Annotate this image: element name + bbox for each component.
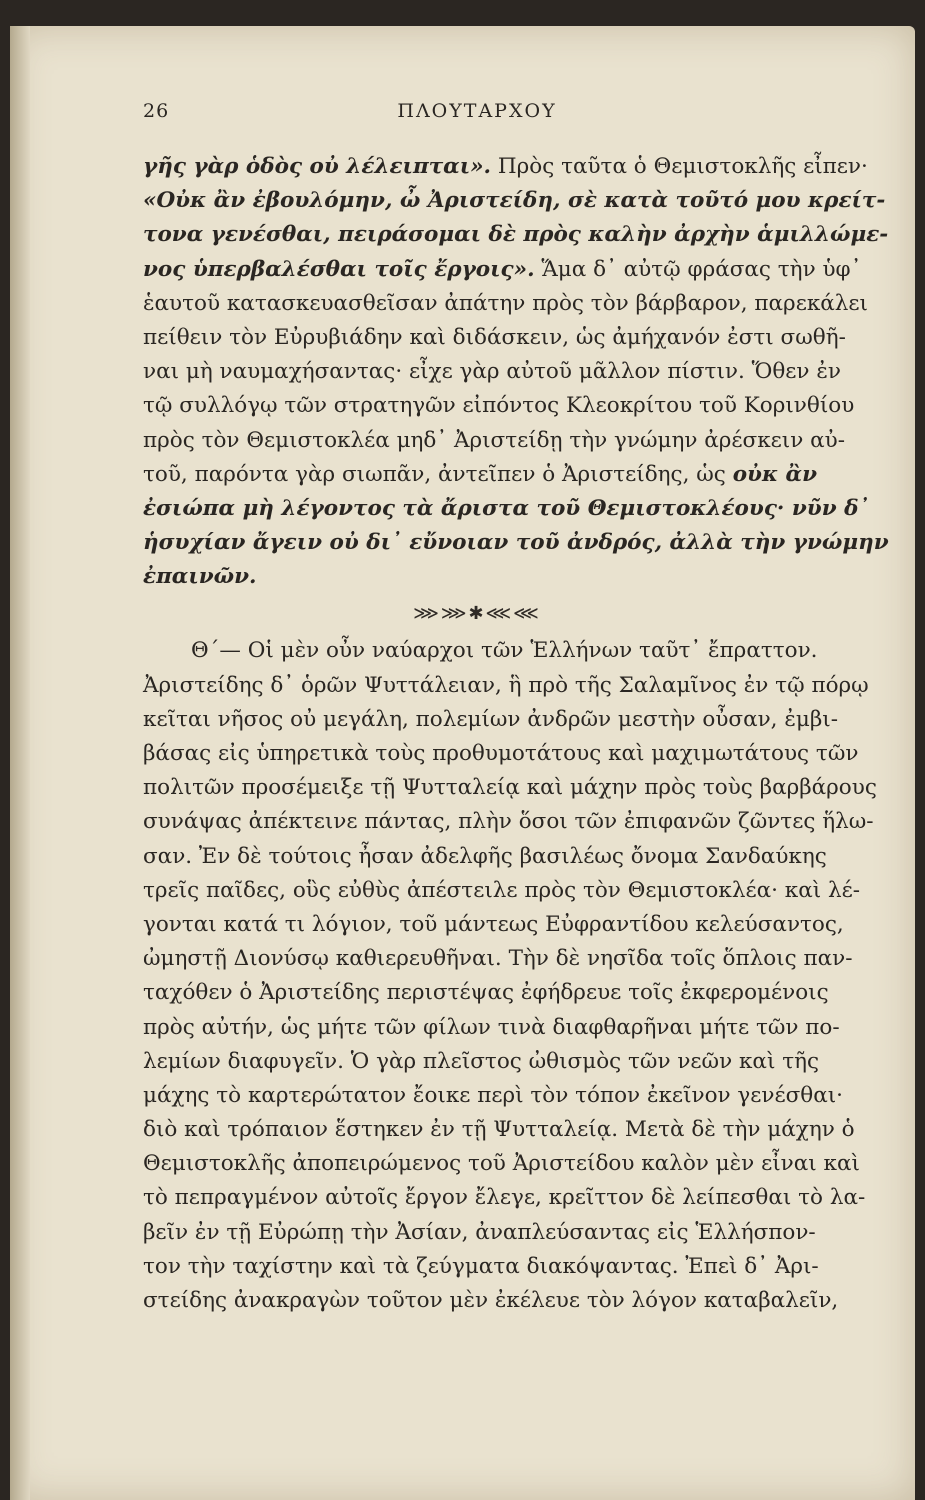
italic-run: τονα γενέσθαι, πειράσομαι δὲ πρὸς καλὴν ἀρχὴν ἁμιλλώμε- — [143, 222, 889, 248]
text-line: Θ΄— Οἱ μὲν οὖν ναύαρχοι τῶν Ἑλλήνων ταῦτ᾽ ἔπραττον. — [191, 638, 818, 664]
text-line — [143, 184, 886, 218]
text-line: βεῖν ἐν τῇ Εὐρώπῃ τὴν Ἀσίαν, ἀναπλεύσαντας εἰς Ἑλλήσπον- — [143, 1219, 816, 1245]
text-line: διὸ καὶ τρόπαιον ἕστηκεν ἐν τῇ Ψυτταλείᾳ. Μετὰ δὲ τὴν μάχην ὁ — [143, 1117, 855, 1143]
text-line: τον τὴν ταχίστην καὶ τὰ ζεύγματα διακόψαντας. Ἐπεὶ δ᾽ Ἀρι- — [143, 1253, 819, 1279]
page-header — [143, 100, 811, 128]
text-line: κεῖται νῆσος οὐ μεγάλη, πολεμίων ἀνδρῶν μεστὴν οὖσαν, ἐμβι- — [143, 706, 838, 732]
text-line: στείδης ἀνακραγὼν τοῦτον μὲν ἐκέλευε τὸν λόγον καταβαλεῖν, — [143, 1288, 839, 1313]
text-run: Πρὸς ταῦτα ὁ Θεμιστοκλῆς εἶπεν· — [491, 154, 868, 179]
text-run: πείθειν τὸν Εὐρυβιάδην καὶ διδάσκειν, ὡς ἀμήχανόν ἐστι σωθῆ- — [143, 324, 846, 350]
text-line: Ἀριστείδης δ᾽ ὁρῶν Ψυττάλειαν, ἣ πρὸ τῆς Σαλαμῖνος ἐν τῷ πόρῳ — [143, 672, 869, 698]
page-number: 26 — [143, 100, 170, 122]
section-ornament: ⋙⋙✱⋘⋘ — [413, 603, 541, 625]
text-line — [143, 560, 811, 594]
text-run: τῷ συλλόγῳ τῶν στρατηγῶν εἰπόντος Κλεοκρίτου τοῦ Κορινθίου — [143, 393, 855, 419]
running-title: ΠΛΟΥΤΑΡΧΟΥ — [397, 100, 557, 122]
italic-run: γῆς γὰρ ὁδὸς οὐ λέλειπται». — [143, 154, 492, 179]
paragraph-1 — [143, 150, 889, 594]
text-line — [143, 424, 845, 458]
text-line: βάσας εἰς ὑπηρετικὰ τοὺς προθυμοτάτους καὶ μαχιμωτάτους τῶν — [143, 741, 859, 766]
text-body — [143, 150, 889, 1318]
text-run: ναι μὴ ναυμαχήσαντας· εἶχε γὰρ αὐτοῦ μᾶλλον πίστιν. Ὅθεν ἐν — [143, 359, 841, 385]
italic-run: νος ὑπερβαλέσθαι τοῖς ἔργοις». — [143, 256, 535, 282]
italic-run: οὐκ ἂν — [732, 461, 818, 487]
text-line: Θεμιστοκλῆς ἀποπειρώμενος τοῦ Ἀριστείδου καλὸν μὲν εἶναι καὶ — [143, 1151, 860, 1177]
text-line — [143, 492, 870, 526]
italic-run: ἡσυχίαν ἄγειν οὐ δι᾽ εὔνοιαν τοῦ ἀνδρός, ἀλλὰ τὴν γνώμην — [143, 530, 889, 556]
page-gutter-shadow — [10, 26, 30, 1500]
text-line — [143, 526, 889, 560]
text-line — [143, 253, 862, 287]
italic-run: «Οὐκ ἂν ἐβουλόμην, ὦ Ἀριστείδη, σὲ κατὰ τοῦτό μου κρείτ- — [143, 188, 886, 214]
text-line: τὸ πεπραγμένον αὐτοῖς ἔργον ἔλεγε, κρεῖττον δὲ λείπεσθαι τὸ λα- — [143, 1185, 866, 1211]
text-line: τρεῖς παῖδες, οὓς εὐθὺς ἀπέστειλε πρὸς τὸν Θεμιστοκλέα· καὶ λέ- — [143, 877, 861, 903]
text-line: συνάψας ἀπέκτεινε πάντας, πλὴν ὅσοι τῶν ἐπιφανῶν ζῶντες ἥλω- — [143, 809, 874, 835]
text-line — [143, 389, 855, 423]
text-line — [143, 218, 889, 252]
text-run: τοῦ, παρόντα γὰρ σιωπᾶν, ἀντεῖπεν ὁ Ἀριστείδης, ὡς — [143, 461, 733, 487]
text-line: πολιτῶν προσέμειξε τῇ Ψυτταλείᾳ καὶ μάχην πρὸς τοὺς βαρβάρους — [143, 775, 877, 801]
text-line — [143, 287, 868, 321]
text-run: πρὸς τὸν Θεμιστοκλέα μηδ᾽ Ἀριστείδῃ τὴν γνώμην ἀρέσκειν αὐ- — [143, 427, 845, 453]
text-run: ἑαυτοῦ κατασκευασθεῖσαν ἀπάτην πρὸς τὸν βάρβαρον, παρεκάλει — [143, 290, 868, 316]
paragraph-2 — [143, 634, 877, 1318]
text-line — [143, 458, 818, 492]
text-line — [143, 321, 846, 355]
text-line: ὠμηστῇ Διονύσῳ καθιερευθῆναι. Τὴν δὲ νησῖδα τοῖς ὅπλοις παν- — [143, 946, 853, 972]
text-line: ταχόθεν ὁ Ἀριστείδης περιστέψας ἐφήδρευε τοῖς ἐκφερομένοις — [143, 980, 829, 1006]
italic-run: ἐσιώπα μὴ λέγοντος τὰ ἄριστα τοῦ Θεμιστοκλέους· νῦν δ᾽ — [143, 495, 870, 521]
text-line — [143, 355, 841, 389]
text-line: λεμίων διαφυγεῖν. Ὁ γὰρ πλεῖστος ὠθισμὸς τῶν νεῶν καὶ τῆς — [143, 1048, 820, 1074]
text-line — [143, 150, 868, 184]
text-line: σαν. Ἐν δὲ τούτοις ἦσαν ἀδελφῆς βασιλέως ὄνομα Σανδαύκης — [143, 843, 827, 869]
book-page — [10, 26, 915, 1500]
italic-run: ἐπαινῶν. — [143, 564, 257, 590]
text-line: γονται κατά τι λόγιον, τοῦ μάντεως Εὐφραντίδου κελεύσαντος, — [143, 911, 844, 937]
text-line: μάχης τὸ καρτερώτατον ἔοικε περὶ τὸν τόπον ἐκεῖνον γενέσθαι· — [143, 1082, 844, 1108]
text-line: πρὸς αὐτήν, ὡς μήτε τῶν φίλων τινὰ διαφθαρῆναι μήτε τῶν πο- — [143, 1014, 840, 1040]
text-run: Ἅμα δ᾽ αὐτῷ φράσας τὴν ὑφ᾽ — [534, 256, 862, 282]
